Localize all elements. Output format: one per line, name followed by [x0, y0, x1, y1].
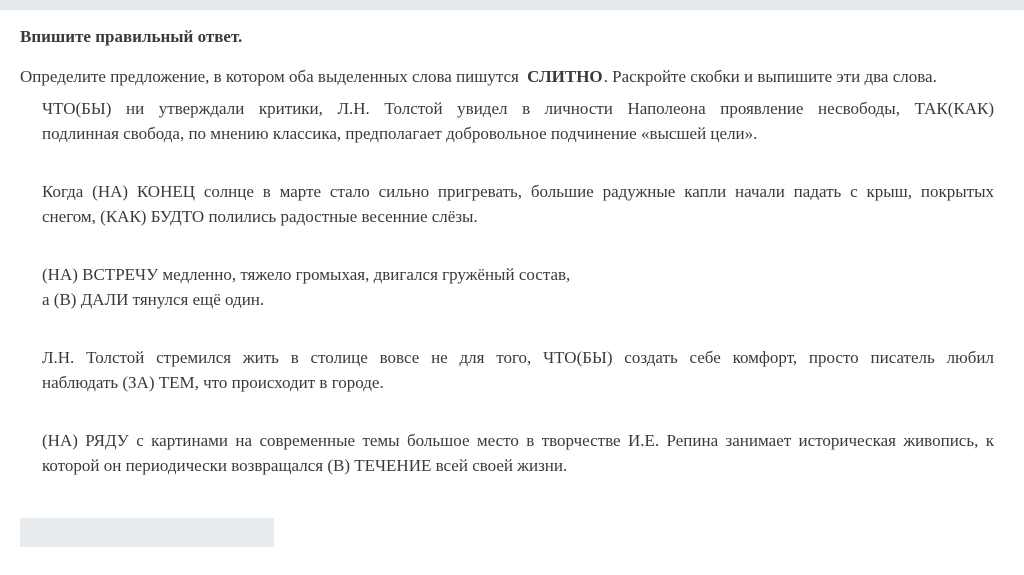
option-3	[42, 262, 994, 345]
question-emphasis: СЛИТНО	[527, 67, 603, 86]
option-4	[42, 345, 994, 428]
option-4-line-2: наблюдать (ЗА) ТЕМ, что происходит в городе.	[42, 373, 384, 392]
option-4-line-1: Л.Н. Толстой стремился жить в столице вовсе не для того, ЧТО(БЫ) создать себе комфорт, просто писатель любил	[42, 348, 994, 367]
options-list	[42, 96, 994, 478]
instruction-text: Впишите правильный ответ.	[20, 27, 243, 46]
option-3-line-1: (НА) ВСТРЕЧУ медленно, тяжело громыхая, двигался гружёный состав,	[42, 265, 571, 284]
option-1-line-1: ЧТО(БЫ) ни утверждали критики, Л.Н. Толстой увидел в личности Наполеона проявление несвободы, ТАК(КАК)	[42, 99, 994, 118]
answer-input[interactable]	[20, 518, 274, 547]
question-text-after: . Раскройте скобки и выпишите эти два слова.	[603, 67, 937, 86]
option-1	[42, 96, 994, 179]
option-2-line-2: снегом, (КАК) БУДТО полились радостные весенние слёзы.	[42, 207, 478, 226]
question-text-before: Определите предложение, в котором оба выделенных слова пишутся	[20, 67, 519, 86]
option-5-line-2: которой он периодически возвращался (В) ТЕЧЕНИЕ всей своей жизни.	[42, 456, 568, 475]
option-2	[42, 179, 994, 262]
option-1-line-2: подлинная свобода, по мнению классика, предполагает добровольное подчинение «высшей цели».	[42, 124, 758, 143]
option-5-line-1: (НА) РЯДУ с картинами на современные темы большое место в творчестве И.Е. Репина занимает историческая живопись, к	[42, 431, 994, 450]
option-2-line-1: Когда (НА) КОНЕЦ солнце в марте стало сильно пригревать, большие радужные капли начали падать с крыш, покрытых	[42, 182, 994, 201]
top-bar	[0, 0, 1024, 10]
option-3-line-2: а (В) ДАЛИ тянулся ещё один.	[42, 290, 265, 309]
option-5	[42, 428, 994, 478]
question-text	[20, 67, 937, 87]
